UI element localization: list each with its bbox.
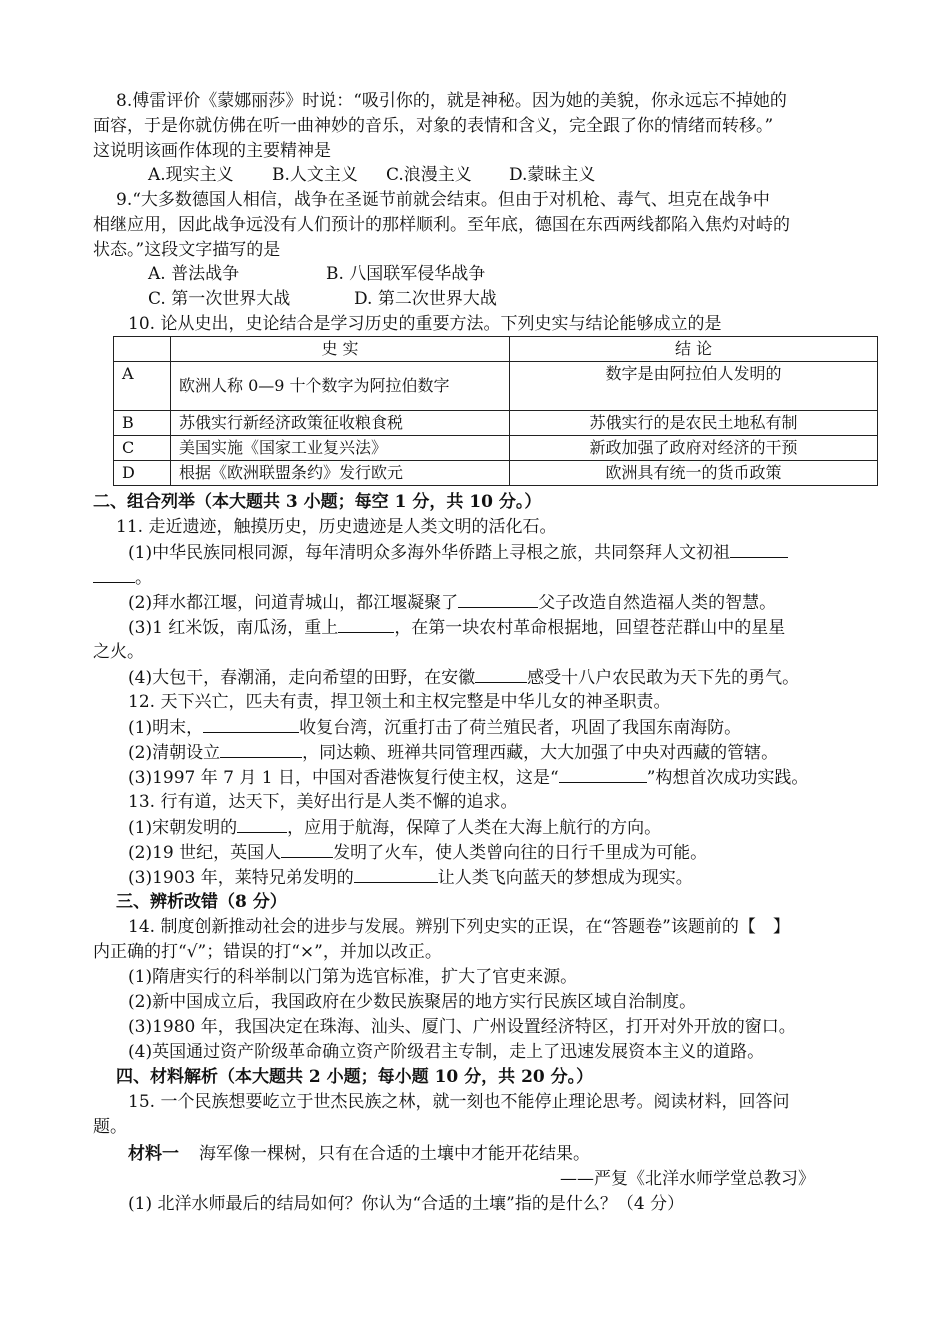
q9-line-1: 9.“大多数德国人相信，战争在圣诞节前就会结束。但由于对机枪、毒气、坦克在战争中 xyxy=(116,190,770,210)
row-conclusion: 苏俄实行的是农民土地私有制 xyxy=(510,411,878,436)
q9-option-a: A. 普法战争 xyxy=(148,264,240,284)
q11-1-cont xyxy=(93,566,152,589)
q11-stem: 11. 走近遗迹，触摸历史，历史遗迹是人类文明的活化石。 xyxy=(116,517,557,537)
q13-3 xyxy=(128,866,693,889)
q13-2-text-b: 发明了火车，使人类曾向往的日行千里成为可能。 xyxy=(333,843,708,863)
q8-option-c: C.浪漫主义 xyxy=(386,165,472,185)
q8-line-1: 8.傅雷评价《蒙娜丽莎》时说：“吸引你的，就是神秘。因为她的美貌，你永远忘不掉她的 xyxy=(116,91,787,111)
q14-line-1: 14. 制度创新推动社会的进步与发展。辨别下列史实的正误，在“答题卷”该题前的【 】 xyxy=(128,917,790,937)
q11-1-text: (1)中华民族同根同源，每年清明众多海外华侨踏上寻根之旅，共同祭拜人文初祖 xyxy=(128,543,731,563)
q14-item-3: (3)1980 年，我国决定在珠海、汕头、厦门、广州设置经济特区，打开对外开放的窗口。 xyxy=(128,1017,796,1037)
q8-line-2: 面容，于是你就仿佛在听一曲神妙的音乐，对象的表情和含义，完全跟了你的情绪而转移。” xyxy=(93,116,774,136)
section-3-title: 三、辨析改错（8 分） xyxy=(116,892,287,912)
q11-1-blank-cont xyxy=(93,566,135,583)
q11-1-end: 。 xyxy=(135,568,152,588)
q13-2 xyxy=(128,841,707,864)
table-row xyxy=(114,461,878,486)
material-one-source: ——严复《北洋水师学堂总教习》 xyxy=(560,1169,815,1189)
table-header-conclusion: 结 论 xyxy=(510,337,878,362)
q8-option-a: A.现实主义 xyxy=(148,165,234,185)
q15-line-1: 15. 一个民族想要屹立于世杰民族之林，就一刻也不能停止理论思考。阅读材料，回答问 xyxy=(128,1092,790,1112)
table-header-row xyxy=(114,337,878,362)
q13-1-text-a: (1)宋朝发明的 xyxy=(128,818,238,838)
q9-option-b: B. 八国联军侵华战争 xyxy=(326,264,486,284)
row-fact: 根据《欧洲联盟条约》发行欧元 xyxy=(171,461,510,486)
q15-line-2: 题。 xyxy=(93,1117,127,1137)
q12-1-blank xyxy=(203,716,299,733)
q12-2-blank xyxy=(220,741,302,758)
q12-1-text-b: 收复台湾，沉重打击了荷兰殖民者，巩固了我国东南海防。 xyxy=(299,718,742,738)
q11-2-text-b: 父子改造自然造福人类的智慧。 xyxy=(538,593,777,613)
row-fact: 欧洲人称 0—9 十个数字为阿拉伯数字 xyxy=(171,362,510,411)
q11-3-cont: 之火。 xyxy=(93,642,144,662)
section-4-title: 四、材料解析（本大题共 2 小题；每小题 10 分，共 20 分。） xyxy=(116,1067,594,1087)
q12-1-text-a: (1)明末， xyxy=(128,718,204,738)
q12-3-text-a: (3)1997 年 7 月 1 日，中国对香港恢复行使主权，这是“ xyxy=(128,768,559,788)
q8-line-3: 这说明该画作体现的主要精神是 xyxy=(93,141,331,161)
row-label: B xyxy=(114,411,171,436)
q13-2-text-a: (2)19 世纪，英国人 xyxy=(128,843,282,863)
q9-option-d: D. 第二次世界大战 xyxy=(354,289,497,309)
table-header-blank xyxy=(114,337,171,362)
q14-item-1: (1)隋唐实行的科举制以门第为选官标准，扩大了官吏来源。 xyxy=(128,967,578,987)
row-conclusion: 数字是由阿拉伯人发明的 xyxy=(510,362,878,411)
q11-3-blank xyxy=(338,616,394,633)
table-header-fact: 史 实 xyxy=(171,337,510,362)
q11-4-text-a: (4)大包干，春潮涌，走向希望的田野，在安徽 xyxy=(128,668,476,688)
q9-option-c: C. 第一次世界大战 xyxy=(148,289,291,309)
row-fact: 苏俄实行新经济政策征收粮食税 xyxy=(171,411,510,436)
q15-1: (1) 北洋水师最后的结局如何？你认为“合适的土壤”指的是什么？（4 分） xyxy=(128,1194,685,1214)
section-2-title: 二、组合列举（本大题共 3 小题；每空 1 分，共 10 分。） xyxy=(93,492,542,512)
q11-1-blank xyxy=(730,541,788,558)
q14-item-2: (2)新中国成立后，我国政府在少数民族聚居的地方实行民族区域自治制度。 xyxy=(128,992,697,1012)
row-label: C xyxy=(114,436,171,461)
q11-3-text-b: ，在第一块农村革命根据地，回望苍茫群山中的星星 xyxy=(394,618,786,638)
q11-2-blank xyxy=(458,591,538,608)
q11-4-text-b: 感受十八户农民敢为天下先的勇气。 xyxy=(527,668,800,688)
row-conclusion: 欧洲具有统一的货币政策 xyxy=(510,461,878,486)
table-row xyxy=(114,411,878,436)
q11-4-blank xyxy=(475,666,527,683)
table-row xyxy=(114,436,878,461)
q13-3-text-a: (3)1903 年，莱特兄弟发明的 xyxy=(128,868,354,888)
q13-1-text-b: ，应用于航海，保障了人类在大海上航行的方向。 xyxy=(287,818,662,838)
q12-2 xyxy=(128,741,778,764)
q13-1-blank xyxy=(237,816,287,833)
q10-stem: 10. 论从史出，史论结合是学习历史的重要方法。下列史实与结论能够成立的是 xyxy=(128,314,722,334)
q11-3 xyxy=(128,616,785,639)
material-one-text: 海军像一棵树，只有在合适的土壤中才能开花结果。 xyxy=(199,1144,590,1164)
q11-1 xyxy=(128,541,788,564)
row-fact: 美国实施《国家工业复兴法》 xyxy=(171,436,510,461)
q12-3-blank xyxy=(559,766,647,783)
q11-3-text-a: (3)1 红米饭，南瓜汤，重上 xyxy=(128,618,339,638)
q8-option-b: B.人文主义 xyxy=(272,165,358,185)
row-label: D xyxy=(114,461,171,486)
q11-4 xyxy=(128,666,799,689)
q9-line-2: 相继应用，因此战争远没有人们预计的那样顺利。至年底，德国在东西两线都陷入焦灼对峙的 xyxy=(93,215,790,235)
q9-line-3: 状态。”这段文字描写的是 xyxy=(93,240,281,260)
row-label: A xyxy=(114,362,171,411)
q11-2-text-a: (2)拜水都江堰，问道青城山，都江堰凝聚了 xyxy=(128,593,459,613)
q13-3-text-b: 让人类飞向蓝天的梦想成为现实。 xyxy=(437,868,693,888)
q13-3-blank xyxy=(354,866,438,883)
row-conclusion: 新政加强了政府对经济的干预 xyxy=(510,436,878,461)
material-one xyxy=(128,1143,590,1165)
q14-line-2: 内正确的打“√”；错误的打“×”，并加以改正。 xyxy=(93,942,442,962)
q14-item-4: (4)英国通过资产阶级革命确立资产阶级君主专制，走上了迅速发展资本主义的道路。 xyxy=(128,1042,765,1062)
q12-1 xyxy=(128,716,741,739)
q13-2-blank xyxy=(281,841,333,858)
q10-table xyxy=(113,336,878,486)
material-one-label: 材料一 xyxy=(128,1144,179,1164)
q13-1 xyxy=(128,816,661,839)
q12-3 xyxy=(128,766,808,789)
q8-option-d: D.蒙昧主义 xyxy=(509,165,596,185)
table-row xyxy=(114,362,878,411)
q12-3-text-b: ”构想首次成功实践。 xyxy=(646,768,809,788)
q12-stem: 12. 天下兴亡，匹夫有责，捍卫领土和主权完整是中华儿女的神圣职责。 xyxy=(128,692,671,712)
q13-stem: 13. 行有道，达天下，美好出行是人类不懈的追求。 xyxy=(128,792,518,812)
q12-2-text-b: ，同达赖、班禅共同管理西藏，大大加强了中央对西藏的管辖。 xyxy=(302,743,779,763)
q11-2 xyxy=(128,591,776,614)
q12-2-text-a: (2)清朝设立 xyxy=(128,743,221,763)
